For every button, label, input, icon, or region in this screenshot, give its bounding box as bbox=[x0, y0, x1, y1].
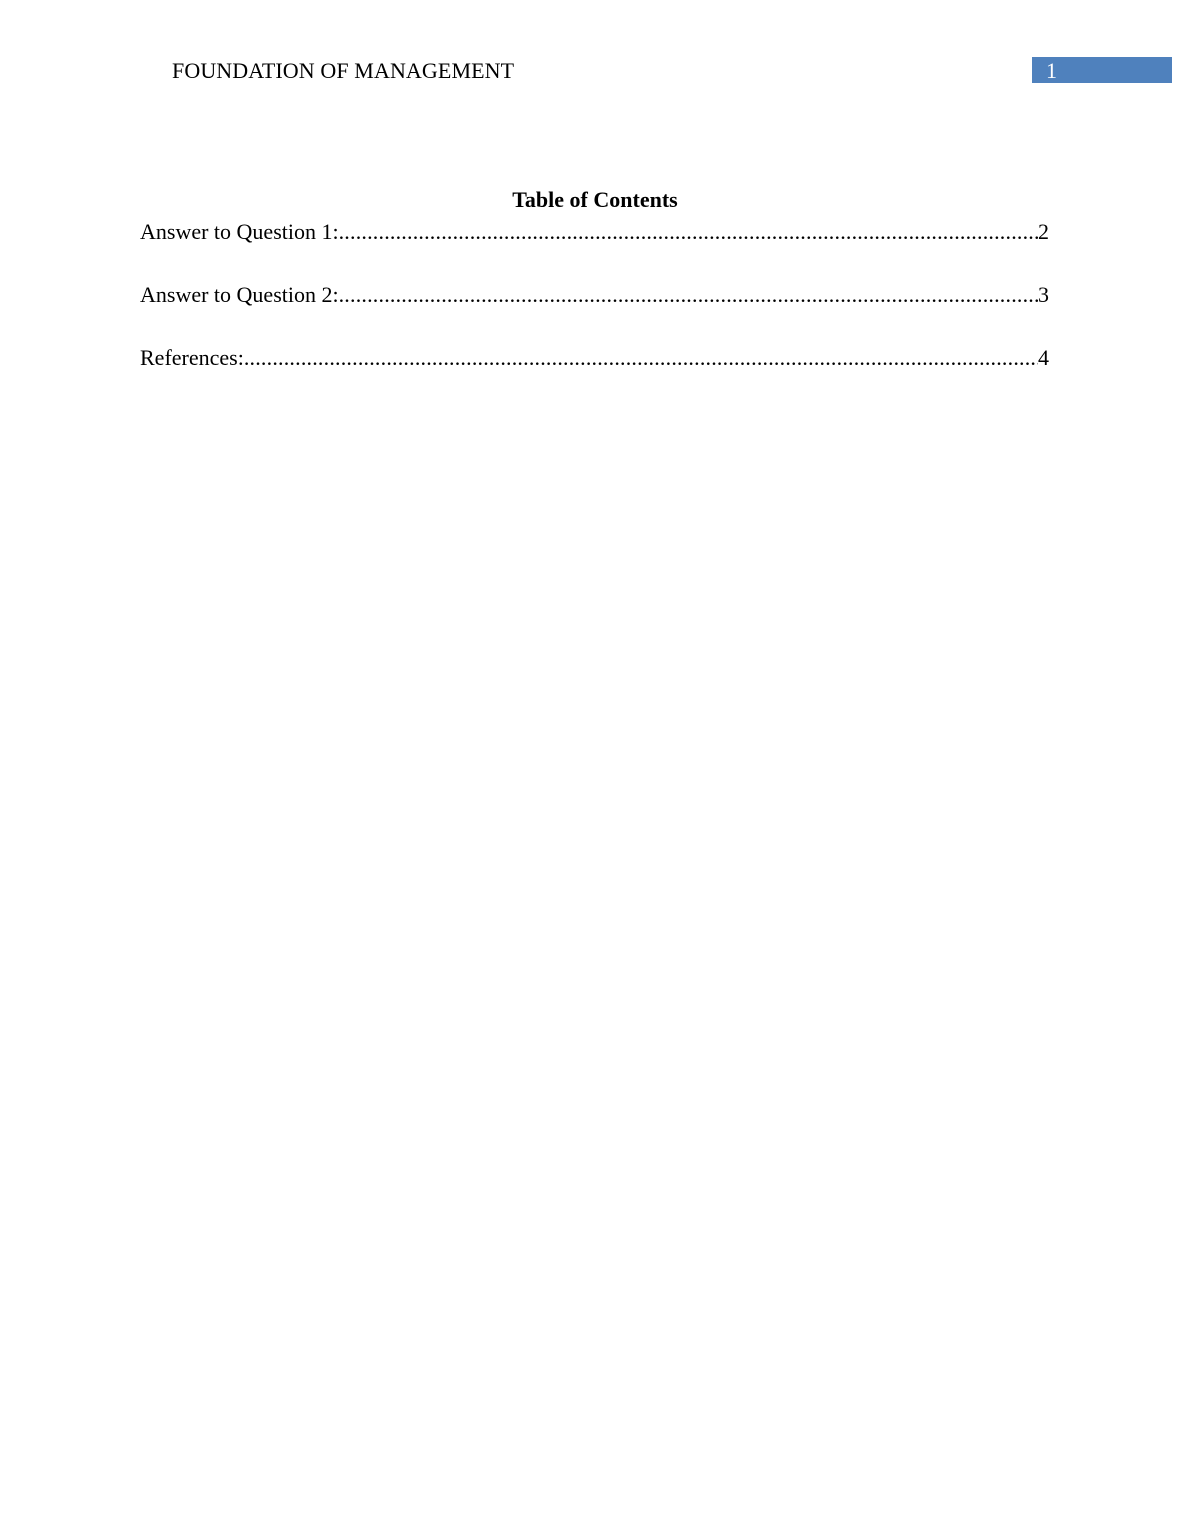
toc-dot-leader bbox=[244, 344, 1038, 372]
header-title: FOUNDATION OF MANAGEMENT bbox=[172, 58, 515, 83]
toc-entry-label: Answer to Question 1: bbox=[140, 219, 339, 244]
toc-entry-label: References: bbox=[140, 345, 244, 370]
toc-dot-leader bbox=[339, 218, 1038, 246]
page-number-badge bbox=[1032, 57, 1172, 83]
toc-entry-page: 2 bbox=[1038, 219, 1049, 244]
toc-entry-page: 3 bbox=[1038, 282, 1049, 307]
toc-entry[interactable] bbox=[140, 218, 1049, 246]
toc-entry-label: Answer to Question 2: bbox=[140, 282, 339, 307]
toc-dot-leader bbox=[339, 281, 1038, 309]
toc-heading: Table of Contents bbox=[512, 187, 678, 212]
toc-entry[interactable] bbox=[140, 281, 1049, 309]
toc-entry[interactable] bbox=[140, 344, 1049, 372]
toc-entry-page: 4 bbox=[1038, 345, 1049, 370]
page-number: 1 bbox=[1046, 58, 1057, 83]
